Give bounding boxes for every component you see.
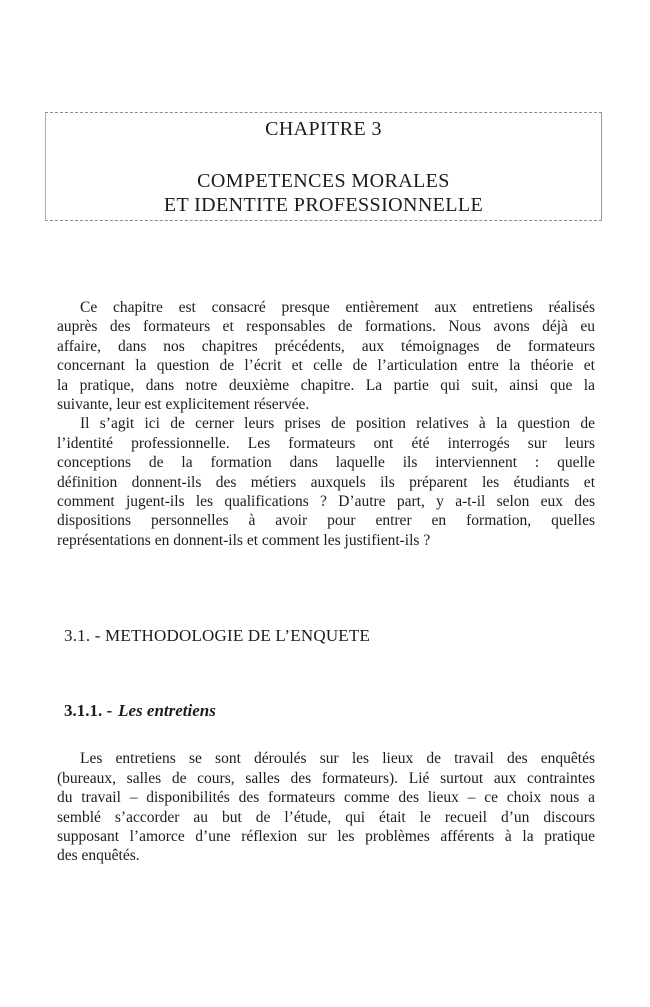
- text-line: Les entretiens se sont déroulés sur les lieux de travail des enquêtés: [80, 750, 595, 768]
- text-line: comment jugent-ils les qualifications ? D’autre part, y a-t-il selon eux des: [57, 493, 595, 511]
- subsection-title: Les entretiens: [118, 701, 216, 721]
- text-line: des enquêtés.: [57, 847, 140, 865]
- text-line: définition donnent-ils des métiers auxquels ils préparent les étudiants et: [57, 473, 595, 491]
- paragraph-3: [57, 749, 595, 865]
- text-line: conceptions de la formation dans laquelle ils interviennent : quelle: [57, 454, 595, 472]
- section-heading: 3.1. - METHODOLOGIE DE L’ENQUETE: [64, 626, 371, 646]
- chapter-number: CHAPITRE 3: [265, 118, 382, 140]
- text-line: Ce chapitre est consacré presque entièrement aux entretiens réalisés: [80, 299, 595, 316]
- text-line: Il s’agit ici de cerner leurs prises de position relatives à la question de: [80, 415, 595, 433]
- page-body: [57, 298, 595, 866]
- chapter-title-line-2: ET IDENTITE PROFESSIONNELLE: [163, 194, 484, 216]
- chapter-title-line-1: COMPETENCES MORALES: [197, 170, 450, 192]
- text-line: affaire, dans nos chapitres précédents, aux témoignages de formateurs: [57, 337, 595, 355]
- chapter-title-box: [45, 112, 602, 221]
- text-line: du travail – disponibilités des formateurs comme des lieux – ce choix nous a: [57, 789, 595, 807]
- text-line: supposant l’amorce d’une réflexion sur les problèmes afférents à la pratique: [57, 827, 595, 845]
- text-line: suivante, leur est explicitement réservée.: [57, 396, 310, 414]
- text-line: représentations en donnent-ils et comment les justifient-ils ?: [57, 531, 431, 549]
- subsection-number: 3.1.1. -: [64, 701, 113, 721]
- text-line: la pratique, dans notre deuxième chapitre. La partie qui suit, ainsi que la: [57, 376, 595, 394]
- paragraph-1: [57, 298, 595, 414]
- text-line: concernant la question de l’écrit et celle de l’articulation entre la théorie et: [57, 357, 595, 375]
- text-line: auprès des formateurs et responsables de formations. Nous avons déjà eu: [57, 318, 595, 336]
- text-line: dispositions personnelles à avoir pour entrer en formation, quelles: [57, 512, 595, 530]
- text-line: (bureaux, salles de cours, salles des formateurs). Lié surtout aux contraintes: [57, 769, 595, 787]
- text-line: l’identité professionnelle. Les formateurs ont été interrogés sur leurs: [57, 434, 595, 452]
- chapter-title: [46, 169, 601, 217]
- subsection-heading: [64, 700, 595, 722]
- paragraph-2: [57, 414, 595, 550]
- text-line: semblé s’accorder au but de l’étude, qui était le recueil d’un discours: [57, 808, 595, 826]
